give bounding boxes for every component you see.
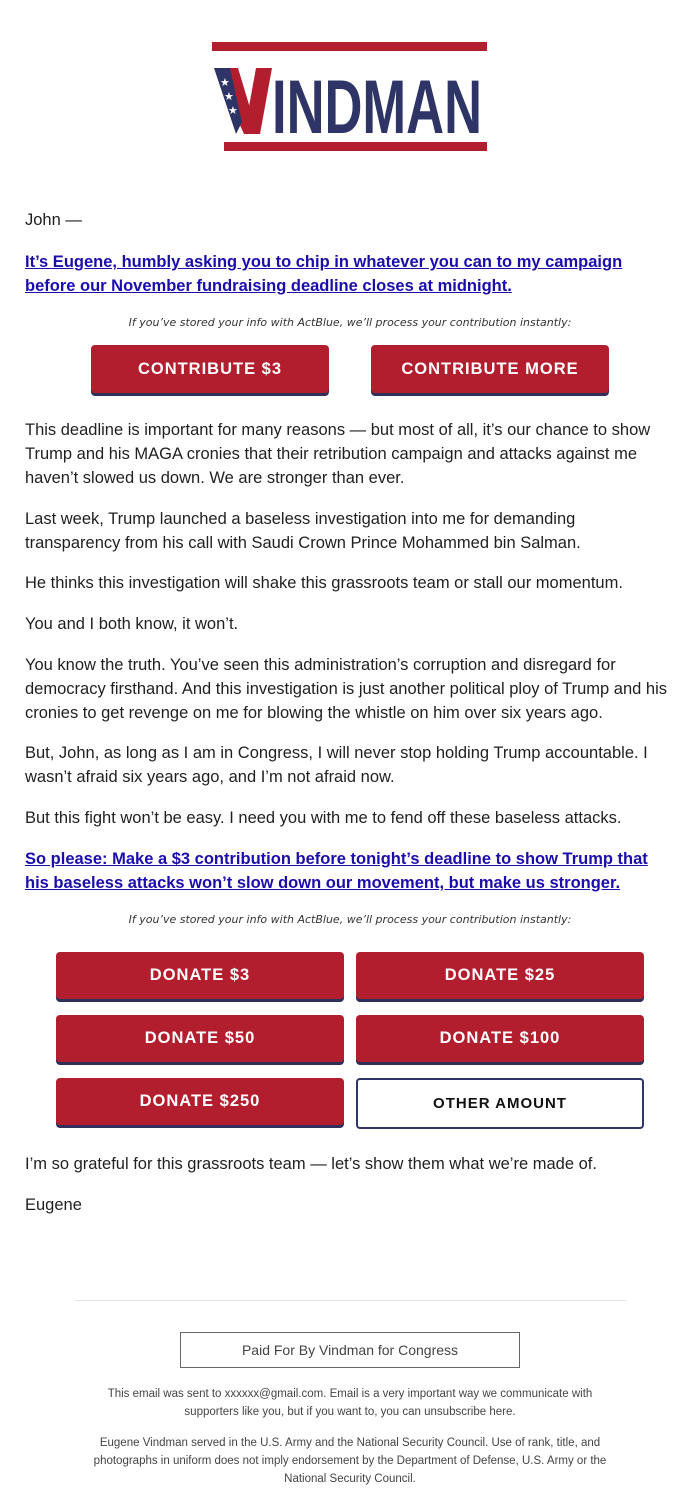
footer-divider [74, 1300, 626, 1301]
body-paragraph: Last week, Trump launched a baseless investigation into me for demanding transparency from his call with Saudi Crown Prince Mohammed bin Salman. [25, 510, 581, 552]
svg-text:★: ★ [228, 104, 238, 117]
body-paragraph: You know the truth. You’ve seen this administration’s corruption and disregard for democracy firsthand. And this investigation is just another political ploy of Trump and his cronies to get revenge on me for blowing the whistle on him over six years ago. [25, 656, 668, 722]
svg-text:★: ★ [224, 90, 234, 103]
donate-25-button[interactable]: DONATE $25 [356, 952, 644, 999]
actblue-note: If you’ve stored your info with ActBlue, we’ll process your contribution instantly: [128, 913, 572, 926]
paid-for-box: Paid For By Vindman for Congress [180, 1332, 520, 1368]
vindman-logo [212, 42, 487, 154]
closing-paragraph: I’m so grateful for this grassroots team — let’s show them what we’re made of. [25, 1155, 597, 1173]
body-paragraph: But, John, as long as I am in Congress, I will never stop holding Trump accountable. I wasn’t afraid six years ago, and I’m not afraid now. [25, 744, 648, 786]
unsubscribe-link[interactable]: unsubscribe here [424, 1406, 513, 1418]
actblue-note: If you’ve stored your info with ActBlue, we’ll process your contribution instantly: [128, 316, 572, 329]
recipient-email: xxxxxx@gmail.com [224, 1388, 324, 1400]
contribute-3-button[interactable]: CONTRIBUTE $3 [91, 345, 329, 393]
ask-paragraph [25, 847, 675, 895]
greeting: John — [25, 211, 82, 229]
logo-wordmark: INDMAN [272, 65, 482, 150]
footer-sent-to: This email was sent to xxxxxx@gmail.com. Email is a very important way we communicate with supporters like you, but if you want to, you can unsubscribe here. [107, 1388, 593, 1418]
body-paragraph: You and I both know, it won’t. [25, 615, 239, 633]
donate-100-button[interactable]: DONATE $100 [356, 1015, 644, 1062]
donate-50-button[interactable]: DONATE $50 [56, 1015, 344, 1062]
donate-250-button[interactable]: DONATE $250 [56, 1078, 344, 1125]
intro-paragraph [25, 250, 675, 298]
intro-link[interactable]: It’s Eugene, humbly asking you to chip in whatever you can to my campaign before our November fundraising deadline closes at midnight. [25, 253, 623, 295]
body-paragraph: But this fight won’t be easy. I need you with me to fend off these baseless attacks. [25, 809, 622, 827]
footer-disclaimer: Eugene Vindman served in the U.S. Army and the National Security Council. Use of rank, title, and photographs in uniform does not imply endorsement by the Department of Defense, U.S. Army or the National Security Council. [93, 1437, 607, 1485]
other-amount-button[interactable]: OTHER AMOUNT [356, 1078, 644, 1129]
signature: Eugene [25, 1196, 82, 1214]
ask-link[interactable]: So please: Make a $3 contribution before tonight’s deadline to show Trump that his baseless attacks won’t slow down our movement, but make us stronger. [25, 850, 648, 892]
body-paragraph: This deadline is important for many reasons — but most of all, it’s our chance to show Trump and his MAGA cronies that their retribution campaign and attacks against me haven’t slowed us down. We are stronger than ever. [25, 421, 651, 487]
body-paragraph: He thinks this investigation will shake this grassroots team or stall our momentum. [25, 574, 623, 592]
svg-text:★: ★ [220, 76, 230, 89]
donate-3-button[interactable]: DONATE $3 [56, 952, 344, 999]
contribute-more-button[interactable]: CONTRIBUTE MORE [371, 345, 609, 393]
